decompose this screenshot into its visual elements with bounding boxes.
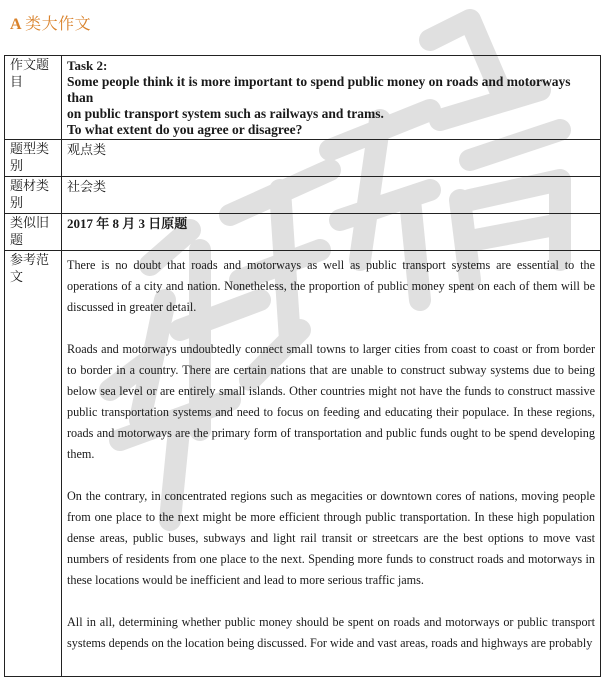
label-topic: 作文题目 xyxy=(5,56,62,140)
essay-paragraph-1: There is no doubt that roads and motorways as well as public transport systems are essential to the operations of a city and nation. Nonetheless, the proportion of public money spent on each of them will be discussed in greater detail. xyxy=(67,258,595,314)
essay-paragraph-4: All in all, determining whether public money should be spent on roads and motorways or public transport systems depends on the location being discussed. For wide and vast areas, roads and highways are probably xyxy=(67,615,595,650)
label-subject: 题材类别 xyxy=(5,177,62,214)
label-sample: 参考范文 xyxy=(5,251,62,677)
essay-table xyxy=(4,55,601,677)
section-title-text: 类大作文 xyxy=(25,14,92,33)
essay-paragraph-3: On the contrary, in concentrated regions such as megacities or downtown cores of nations, moving people from one place to the next might be more efficient through public transportation. In these high population dense areas, public buses, subways and light rail transit or streetcars are the best options to move vast numbers of residents from one place to the next. Spending more funds to construct roads and motorways in these locations would be inefficient and lead to more serious traffic jams. xyxy=(67,489,595,587)
similar-value: 2017 年 8 月 3 日原题 xyxy=(62,214,601,251)
essay-body xyxy=(67,252,595,654)
label-similar: 类似旧题 xyxy=(5,214,62,251)
label-type: 题型类别 xyxy=(5,140,62,177)
subject-value: 社会类 xyxy=(62,177,601,214)
row-similar xyxy=(5,214,601,251)
section-title xyxy=(10,11,91,34)
type-value: 观点类 xyxy=(62,140,601,177)
topic-cell xyxy=(62,56,601,140)
row-topic xyxy=(5,56,601,140)
row-type xyxy=(5,140,601,177)
task-line-1: Some people think it is more important to spend public money on roads and motorways than xyxy=(67,74,571,105)
essay-paragraph-2: Roads and motorways undoubtedly connect small towns to larger cities from coast to coast or from border to border in a country. There are certain nations that are unable to construct subway systems due to being below sea level or are entirely small islands. Other countries might not have the funds to construct massive public transportation systems and need to focus on feeding and educating their populace. In these regions, roads and motorways are the primary form of transportation and public funds ought to be spend developing them. xyxy=(67,342,595,461)
section-letter: A xyxy=(10,16,23,33)
task-line-2: on public transport system such as railways and trams. xyxy=(67,106,384,121)
row-subject xyxy=(5,177,601,214)
task-line-3: To what extent do you agree or disagree? xyxy=(67,122,303,137)
task-heading: Task 2: xyxy=(67,58,108,73)
sample-cell xyxy=(62,251,601,677)
row-sample xyxy=(5,251,601,677)
